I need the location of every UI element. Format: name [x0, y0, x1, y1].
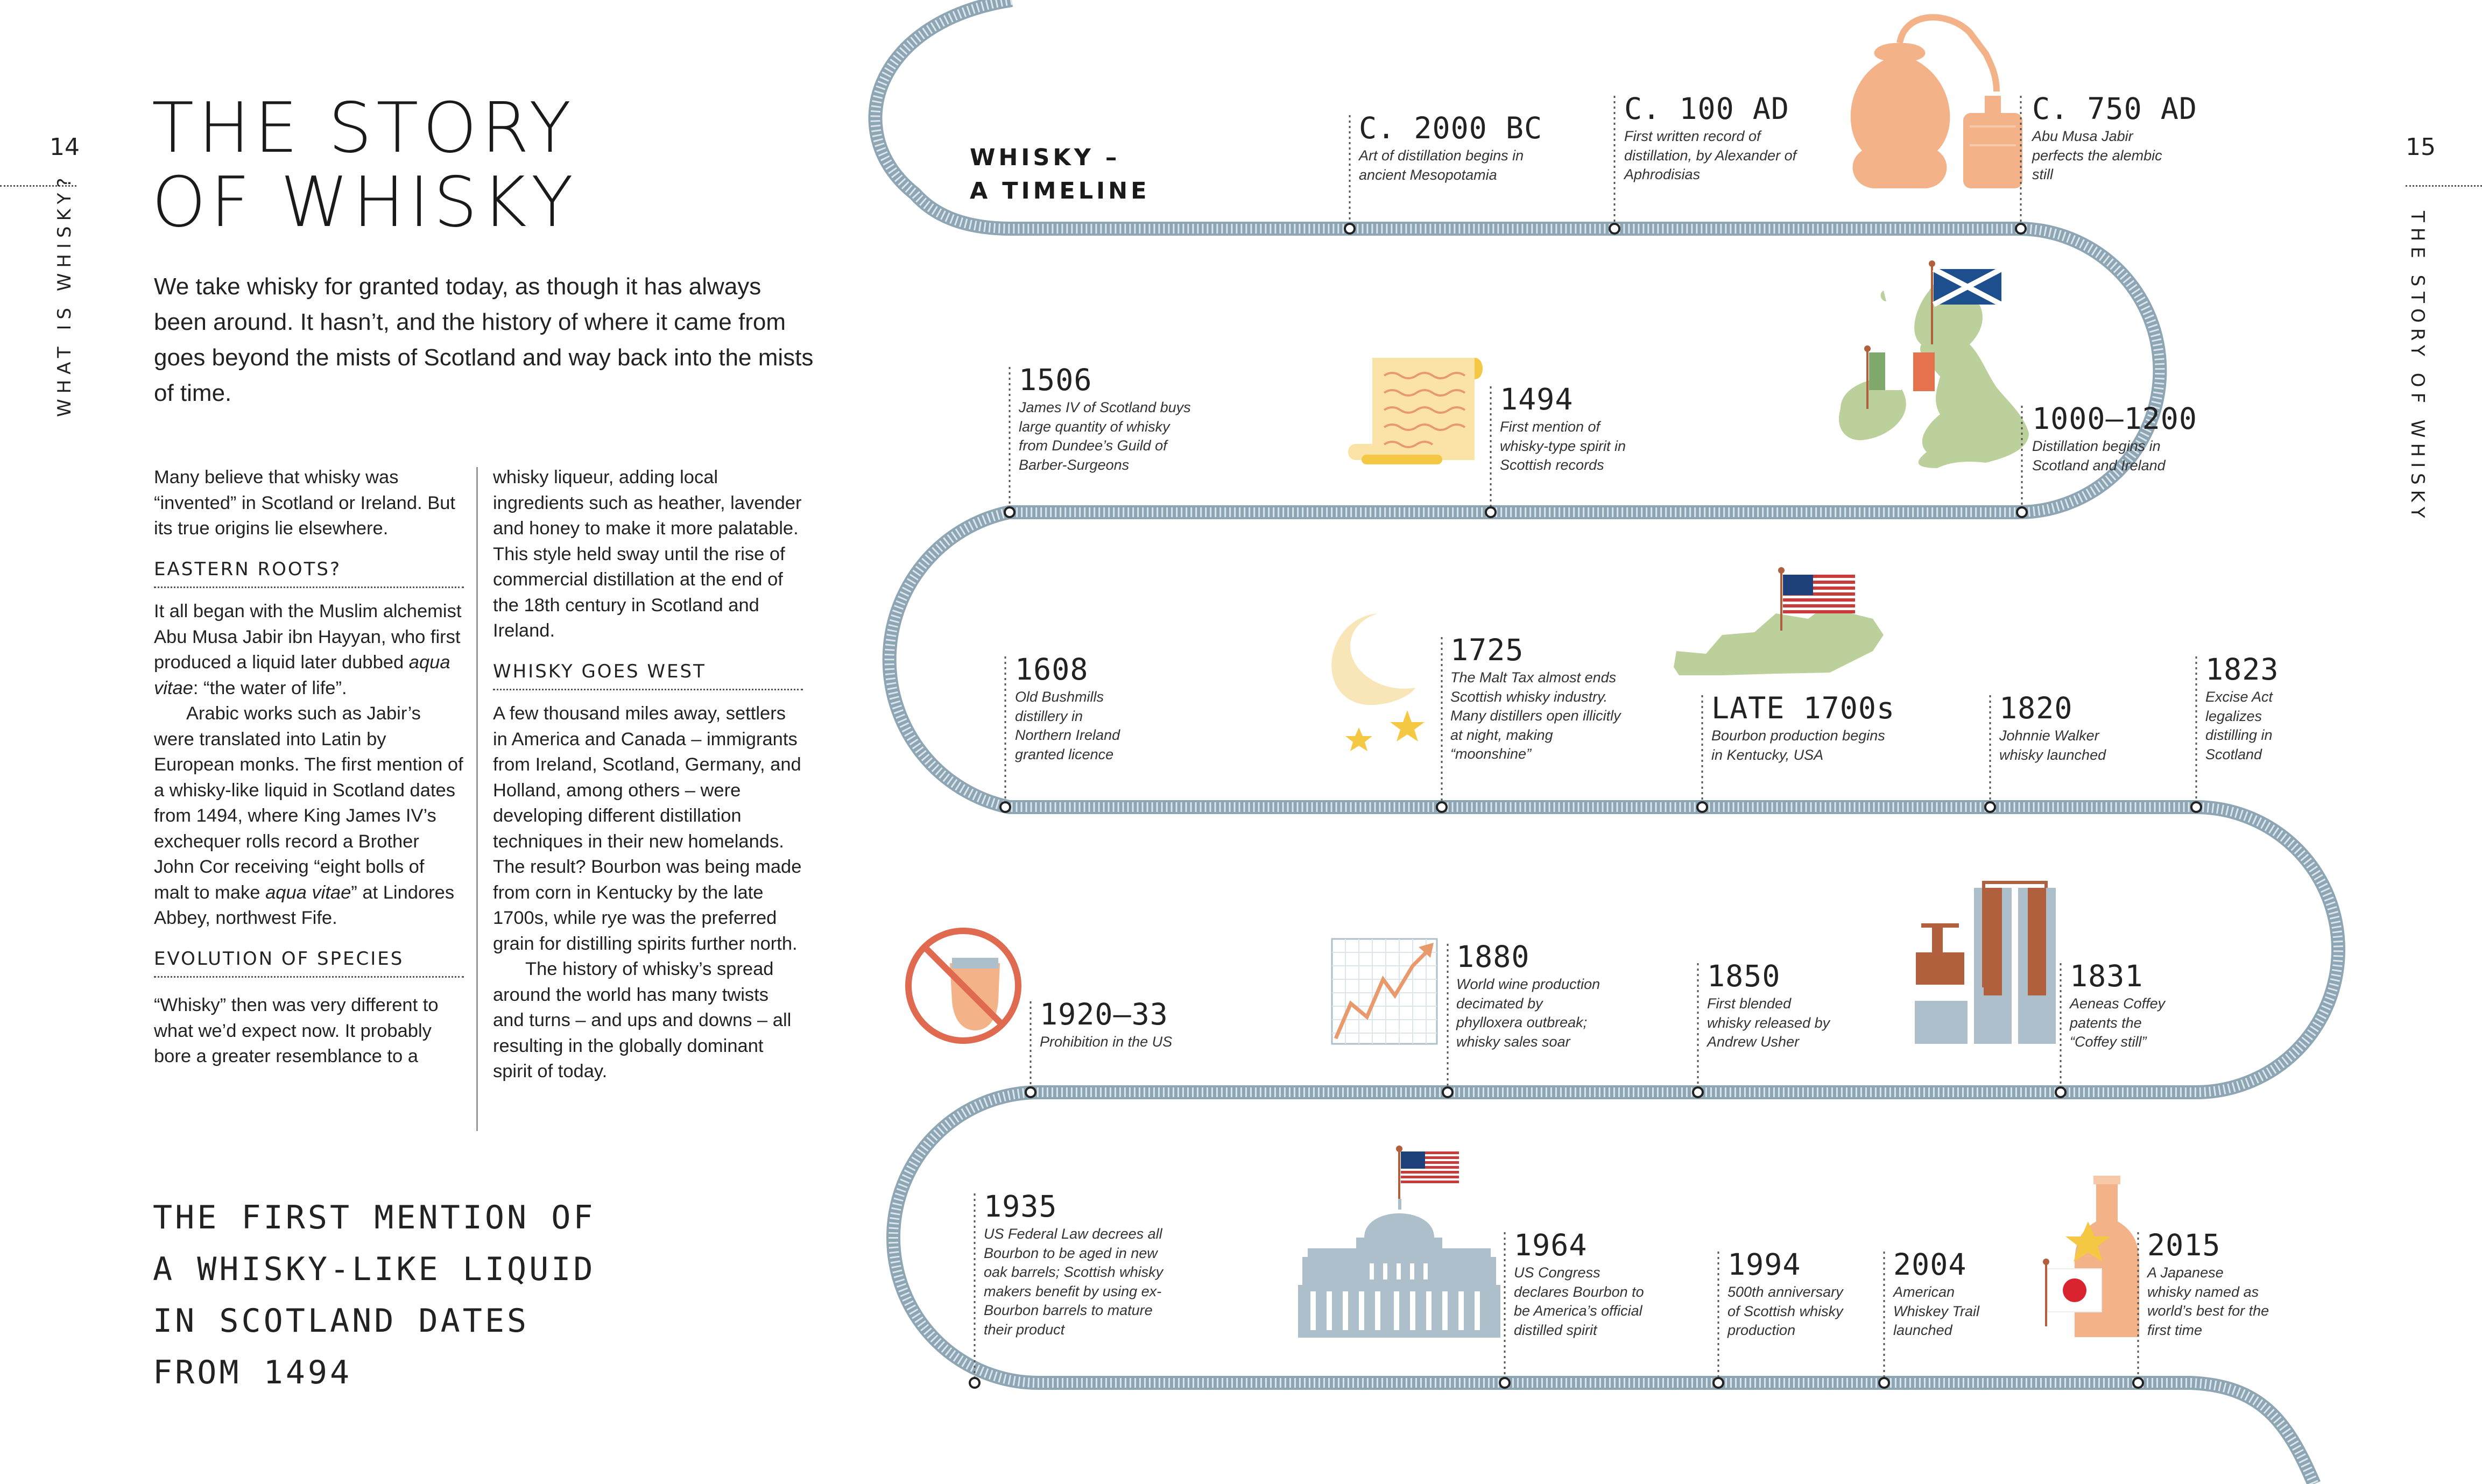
- event-year: 1850: [1707, 959, 1781, 993]
- body-paragraph: A few thousand miles away, settlers in America and Canada – immigrants from Ireland, Scotland, Germany, and Holland, among others – were developing different distillation techniques in their new homelands. The result? Bourbon was being made from corn in Kentucky by the late 1700s, while rye was the preferred grain for distilling spirits further north.: [493, 703, 802, 954]
- event-marker: [1500, 1378, 1510, 1388]
- timeline-event: [1456, 941, 1602, 1051]
- event-year: 1725: [1450, 633, 1524, 667]
- prohibition-icon: [908, 931, 1018, 1041]
- intro-paragraph: We take whisky for granted today, as though it has always been around. It hasn’t, and the history of where it came from goes beyond the mists of Scotland and way back into the mists of time.: [154, 273, 814, 406]
- event-description: Art of distillation begins in ancient Mesopotamia: [1359, 147, 1524, 183]
- timeline-heading: WHISKY – A TIMELINE: [970, 144, 1150, 204]
- timeline-event: [1019, 364, 1202, 475]
- event-marker: [1486, 507, 1496, 517]
- event-year: 1831: [2070, 959, 2143, 993]
- event-year: C. 100 AD: [1624, 91, 1790, 126]
- body-paragraph: It all began with the Muslim alchemist Abu Musa Jabir ibn Hayyan, who first produced a liquid later dubbed aqua vitae: “the water of life”.: [154, 601, 462, 698]
- timeline-event: [2205, 653, 2302, 764]
- event-description: First mention of whisky-type spirit in Scottish records: [1500, 419, 1626, 473]
- heading-whisky-goes-west: WHISKY GOES WEST: [493, 659, 803, 691]
- event-year: C. 750 AD: [2032, 91, 2198, 126]
- event-marker: [1345, 224, 1355, 234]
- event-year: 1494: [1500, 382, 1574, 416]
- event-marker: [1693, 1087, 1703, 1097]
- moon-stars-icon: [1331, 613, 1425, 751]
- event-marker: [2191, 802, 2201, 812]
- body-paragraph: The history of whisky’s spread around the world has many twists and turns – and ups and downs – all resulting in the globally dominant spirit of today.: [493, 959, 792, 1082]
- event-description: Distillation begins in Scotland and Ireland: [2032, 438, 2166, 474]
- timeline-event: [1040, 998, 1212, 1052]
- event-year: 1964: [1514, 1228, 1588, 1262]
- event-marker: [1697, 802, 1707, 812]
- event-description: First written record of distillation, by Alexander of Aphrodisias: [1624, 128, 1797, 182]
- body-paragraph: Many believe that whisky was “invented” in Scotland or Ireland. But its true origins lie elsewhere.: [154, 467, 455, 539]
- timeline-event: [2070, 960, 2177, 1052]
- pull-quote: THE FIRST MENTION OF A WHISKY-LIKE LIQUID IN SCOTLAND DATES FROM 1494: [153, 1199, 596, 1391]
- page-number-left: 14: [50, 133, 80, 161]
- body-paragraph: “Whisky” then was very different to what we’d expect now. It probably bore a greater resemblance to a: [154, 995, 439, 1066]
- body-paragraph: whisky liqueur, adding local ingredients such as heather, lavender and honey to make it more palatable. This style held sway until the rise of commercial distillation at the end of the 18th century in Scotland and Ireland.: [493, 467, 802, 641]
- event-year: 1000–1200: [2032, 401, 2198, 436]
- event-description: US Congress declares Bourbon to be America’s official distilled spirit: [1514, 1264, 1644, 1338]
- event-marker: [1714, 1378, 1723, 1388]
- event-year: 1994: [1727, 1247, 1801, 1282]
- kentucky-map-icon: [1674, 567, 1884, 675]
- event-marker: [2016, 224, 2026, 234]
- timeline-event: [1711, 692, 1894, 765]
- event-description: World wine production decimated by phylloxera outbreak; whisky sales soar: [1456, 976, 1600, 1050]
- timeline-event: [1727, 1248, 1857, 1340]
- event-description: American Whiskey Trail launched: [1893, 1284, 1980, 1338]
- timeline-event: [1450, 634, 1628, 764]
- timeline-event: [1015, 653, 1139, 764]
- event-year: 2004: [1893, 1247, 1967, 1282]
- event-year: 1880: [1456, 939, 1530, 974]
- event-description: Old Bushmills distillery in Northern Ireland granted licence: [1015, 689, 1120, 762]
- event-description: A Japanese whisky named as world’s best for the first time: [2147, 1264, 2269, 1338]
- event-description: US Federal Law decrees all Bourbon to be aged in new oak barrels; Scottish whisky makers benefit by using ex-Bourbon barrels to mature their product: [984, 1226, 1164, 1338]
- event-year: 1820: [1999, 691, 2073, 725]
- timeline-event: [984, 1190, 1167, 1339]
- event-marker: [1443, 1087, 1452, 1097]
- heading-evolution-of-species: EVOLUTION OF SPECIES: [154, 946, 464, 978]
- timeline-event: [1624, 93, 1818, 185]
- event-year: 2015: [2147, 1228, 2221, 1262]
- event-description: Johnnie Walker whisky launched: [1999, 727, 2106, 763]
- event-description: Bourbon production begins in Kentucky, USA: [1711, 727, 1885, 763]
- event-description: 500th anniversary of Scottish whisky production: [1727, 1284, 1843, 1338]
- timeline-event: [1893, 1248, 1996, 1340]
- event-marker: [2056, 1087, 2065, 1097]
- coffey-still-icon: [1915, 882, 2056, 1044]
- timeline-event: [1359, 112, 1553, 185]
- page-number-right: 15: [2406, 133, 2436, 161]
- event-year: 1608: [1015, 652, 1089, 687]
- event-marker: [1437, 802, 1447, 812]
- timeline-event: [1999, 692, 2123, 765]
- body-paragraph: Arabic works such as Jabir’s were translated into Latin by European monks. The first mention of a whisky-like liquid in Scotland dates from 1494, where King James IV’s exchequer rolls record a Brother John Cor receiving “eight bolls of malt to make aqua vitae” at Lindores Abbey, northwest Fife.: [154, 703, 463, 928]
- event-year: 1935: [984, 1189, 1057, 1224]
- scroll-icon: [1348, 358, 1483, 464]
- event-year: 1920–33: [1040, 997, 1168, 1031]
- event-description: First blended whisky released by Andrew Usher: [1707, 995, 1830, 1050]
- event-marker: [2133, 1378, 2143, 1388]
- event-marker: [2017, 507, 2027, 517]
- event-year: LATE 1700s: [1711, 691, 1895, 725]
- event-description: Aeneas Coffey patents the “Coffey still”: [2070, 995, 2166, 1050]
- timeline-event: [1500, 383, 1640, 475]
- event-description: Excise Act legalizes distilling in Scotland: [2205, 689, 2273, 762]
- rising-chart-icon: [1332, 939, 1437, 1044]
- event-marker: [970, 1378, 979, 1388]
- japanese-bottle-icon: [2043, 1176, 2139, 1337]
- event-description: Prohibition in the US: [1040, 1034, 1173, 1050]
- event-description: Abu Musa Jabir perfects the alembic still: [2032, 128, 2162, 182]
- timeline-event: [2147, 1229, 2271, 1340]
- event-year: C. 2000 BC: [1359, 111, 1543, 145]
- capitol-icon: [1298, 1146, 1500, 1338]
- timeline-event: [1707, 960, 1836, 1052]
- timeline-event: [2032, 91, 2198, 185]
- timeline-event: [1514, 1229, 1654, 1340]
- event-marker: [1000, 802, 1010, 812]
- title-line-1: THE STORY: [152, 88, 576, 168]
- alembic-still-icon: [1851, 17, 2022, 188]
- event-marker: [1985, 802, 1995, 812]
- event-marker: [1610, 224, 1619, 234]
- section-label-left: WHAT IS WHISKY?: [54, 172, 75, 417]
- section-label-right: THE STORY OF WHISKY: [2407, 211, 2428, 524]
- title-line-2: OF WHISKY: [152, 162, 577, 243]
- event-marker: [1026, 1087, 1035, 1097]
- british-isles-map-icon: [1839, 260, 2029, 468]
- event-marker: [1879, 1378, 1889, 1388]
- event-description: James IV of Scotland buys large quantity of whisky from Dundee’s Guild of Barber-Surgeons: [1019, 399, 1191, 473]
- event-year: 1506: [1019, 363, 1092, 397]
- event-description: The Malt Tax almost ends Scottish whisky industry. Many distillers open illicitly at night, making “moonshine”: [1450, 669, 1621, 762]
- timeline-event: [2032, 401, 2198, 475]
- event-marker: [1005, 507, 1014, 517]
- heading-eastern-roots: EASTERN ROOTS?: [154, 557, 464, 589]
- event-year: 1823: [2205, 652, 2279, 687]
